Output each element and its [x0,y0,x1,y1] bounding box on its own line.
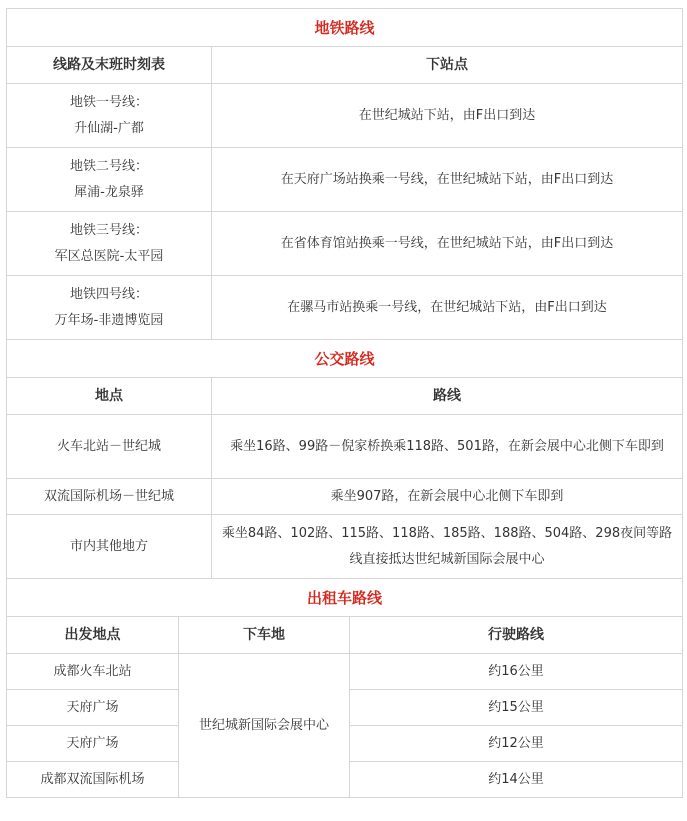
taxi-section-row [7,579,683,617]
bus-route-cell: 乘坐16路、99路－倪家桥换乘118路、501路，在新会展中心北侧下车即到 [212,415,683,479]
taxi-from-cell: 成都双流国际机场 [7,762,179,798]
taxi-distance-cell: 约14公里 [350,762,683,798]
bus-place-cell: 双流国际机场－世纪城 [7,479,212,515]
metro-line-route: 犀浦-龙泉驿 [74,184,144,200]
table-row [7,212,683,276]
table-row [7,479,683,515]
taxi-section-title: 出租车路线 [7,579,683,617]
metro-header-row [7,47,683,84]
taxi-from-cell: 天府广场 [7,690,179,726]
metro-line-route: 军区总医院-太平园 [54,248,164,264]
metro-line-cell [7,212,212,276]
metro-line-cell [7,84,212,148]
bus-section-title: 公交路线 [7,340,683,378]
metro-stop-cell: 在世纪城站下站，由F出口到达 [212,84,683,148]
taxi-header-dest: 下车地 [179,617,350,654]
metro-stop-cell: 在天府广场站换乘一号线，在世纪城站下站，由F出口到达 [212,148,683,212]
bus-place-cell: 火车北站－世纪城 [7,415,212,479]
table-row [7,515,683,579]
metro-line-cell [7,148,212,212]
table-row [7,276,683,340]
metro-section-row [7,9,683,47]
taxi-header-from: 出发地点 [7,617,179,654]
metro-line-name: 地铁二号线： [69,158,148,174]
metro-line-name: 地铁一号线： [69,94,148,110]
metro-stop-cell: 在骡马市站换乘一号线，在世纪城站下站，由F出口到达 [212,276,683,340]
taxi-from-cell: 成都火车北站 [7,654,179,690]
taxi-distance-cell: 约15公里 [350,690,683,726]
metro-line-name: 地铁四号线： [69,286,148,302]
taxi-header-distance: 行驶路线 [350,617,683,654]
bus-header-place: 地点 [7,378,212,415]
route-guide [6,8,682,798]
taxi-distance-cell: 约16公里 [350,654,683,690]
taxi-distance-cell: 约12公里 [350,726,683,762]
bus-place-cell: 市内其他地方 [7,515,212,579]
taxi-destination-cell: 世纪城新国际会展中心 [179,654,350,798]
metro-line-name: 地铁三号线： [69,222,148,238]
route-table [6,8,683,798]
table-row [7,654,683,690]
bus-header-route: 路线 [212,378,683,415]
metro-line-route: 万年场-非遗博览园 [54,312,164,328]
table-row [7,84,683,148]
bus-section-row [7,340,683,378]
taxi-header-row [7,617,683,654]
metro-stop-cell: 在省体育馆站换乘一号线，在世纪城站下站，由F出口到达 [212,212,683,276]
metro-header-line: 线路及末班时刻表 [7,47,212,84]
metro-line-cell [7,276,212,340]
metro-header-stop: 下站点 [212,47,683,84]
bus-header-row [7,378,683,415]
metro-line-route: 升仙湖-广都 [74,120,144,136]
bus-route-cell: 乘坐84路、102路、115路、118路、185路、188路、504路、298夜间等路线直接抵达世纪城新国际会展中心 [212,515,683,579]
table-row [7,415,683,479]
bus-route-cell: 乘坐907路，在新会展中心北侧下车即到 [212,479,683,515]
metro-section-title: 地铁路线 [7,9,683,47]
taxi-from-cell: 天府广场 [7,726,179,762]
table-row [7,148,683,212]
